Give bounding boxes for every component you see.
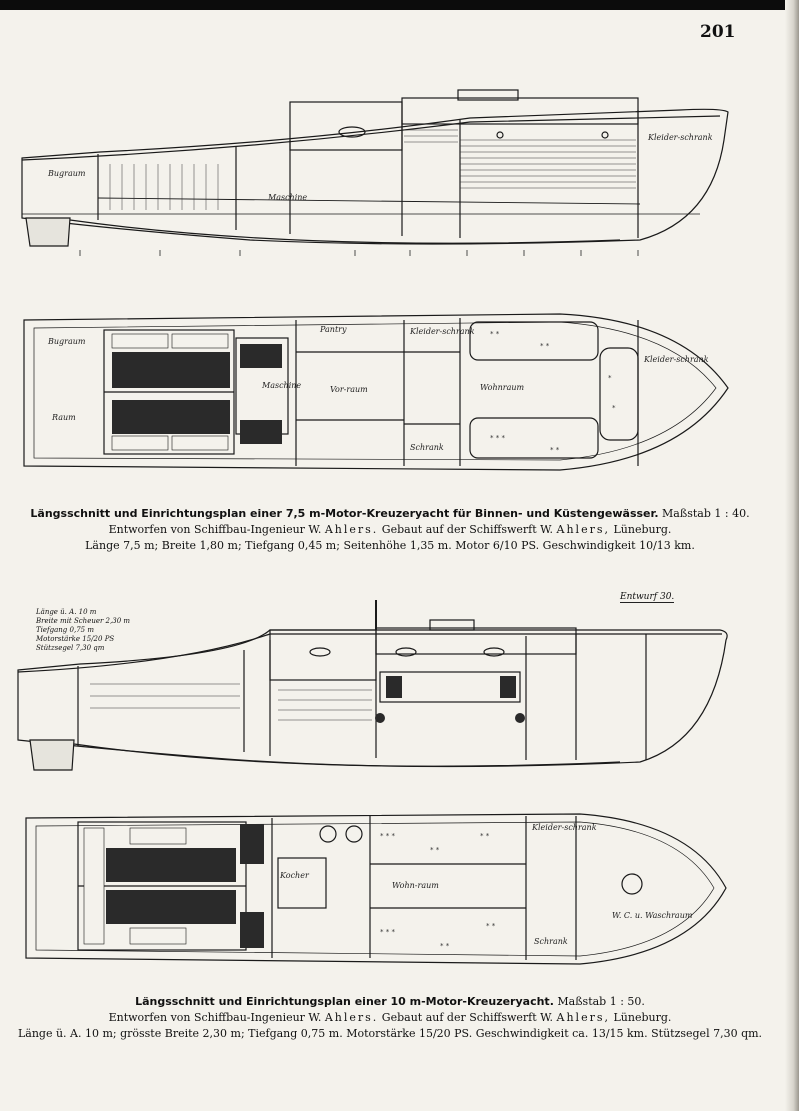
label-plan-raum: Raum xyxy=(52,413,76,422)
label-fig2-wohnraum: Wohn-raum xyxy=(392,881,439,890)
figure2-caption-builder-name: Ahlers, xyxy=(556,1011,610,1024)
figure1-caption-builder-name: Ahlers, xyxy=(556,523,610,536)
svg-text:*: * xyxy=(612,404,616,412)
label-kleider-bow: Kleider-schrank xyxy=(644,355,709,364)
label-plan-bugraum: Bugraum xyxy=(48,337,86,346)
label-plan-maschine: Maschine xyxy=(262,381,302,390)
label-fig2-schrank: Schrank xyxy=(534,937,568,946)
figure2-caption xyxy=(0,994,780,1042)
figure2-caption-builder: Gebaut auf der Schiffswerft W. xyxy=(381,1011,554,1024)
figure1-profile-drawing xyxy=(0,80,780,270)
figure2-stamp: Entwurf 30. xyxy=(620,592,675,602)
figure2-caption-designer-name: Ahlers. xyxy=(324,1011,379,1024)
spec-row: Stützsegel 7,30 qm xyxy=(36,644,105,652)
figure2-caption-place: Lüneburg. xyxy=(613,1011,672,1024)
spec-row: Motorstärke 15/20 PS xyxy=(36,635,115,643)
label-fig2-wc: W. C. u. Waschraum xyxy=(612,911,693,920)
figure2-plan-drawing xyxy=(0,808,780,983)
svg-text:* *: * * xyxy=(540,342,550,350)
label-bugraum: Bugraum xyxy=(48,169,86,178)
spec-row: Länge ü. A. 10 m xyxy=(36,608,97,616)
svg-text:* *: * * xyxy=(550,446,560,454)
figure1-caption-builder: Gebaut auf der Schiffswerft W. xyxy=(381,523,554,536)
label-kleider: Kleider-schrank xyxy=(648,133,713,142)
label-maschine: Maschine xyxy=(268,193,308,202)
figure2-caption-specs: Länge ü. A. 10 m; grösste Breite 2,30 m; Tiefgang 0,75 m. Motorstärke 15/20 PS. Geschwindigkeit ca. 13/15 km. Stützsegel 7,30 qm. xyxy=(17,1027,763,1040)
spec-row: Breite mit Scheuer 2,30 m xyxy=(36,617,131,625)
svg-text:* * *: * * * xyxy=(380,928,395,936)
figure2-caption-designer: Entworfen von Schiffbau-Ingenieur W. xyxy=(108,1011,322,1024)
figure2-caption-scale: Maßstab 1 : 50. xyxy=(557,995,645,1008)
svg-text:* *: * * xyxy=(480,832,490,840)
svg-text:* *: * * xyxy=(440,942,450,950)
figure1-caption-specs: Länge 7,5 m; Breite 1,80 m; Tiefgang 0,45 m; Seitenhöhe 1,35 m. Motor 6/10 PS. Geschwindigkeit 10/13 km. xyxy=(85,539,695,552)
figure1-caption-title: Längsschnitt und Einrichtungsplan einer 7,5 m-Motor-Kreuzeryacht für Binnen- und Küstengewässer. xyxy=(30,507,659,520)
label-vorraum: Vor-raum xyxy=(330,385,368,394)
figure1-caption-scale: Maßstab 1 : 40. xyxy=(662,507,750,520)
label-kleider-plan: Kleider-schrank xyxy=(410,327,475,336)
svg-text:*: * xyxy=(608,374,612,382)
spec-row: Tiefgang 0,75 m xyxy=(36,626,94,634)
figure1-caption xyxy=(0,506,780,554)
svg-text:* *: * * xyxy=(490,330,500,338)
figure1-caption-designer: Entworfen von Schiffbau-Ingenieur W. xyxy=(108,523,322,536)
figure1-caption-designer-name: Ahlers. xyxy=(324,523,379,536)
svg-text:* * *: * * * xyxy=(380,832,395,840)
figure2-caption-title: Längsschnitt und Einrichtungsplan einer 10 m-Motor-Kreuzeryacht. xyxy=(135,995,554,1008)
figure1-caption-place: Lüneburg. xyxy=(613,523,672,536)
svg-text:* *: * * xyxy=(486,922,496,930)
scan-right-edge xyxy=(785,0,799,1111)
svg-text:* * *: * * * xyxy=(490,434,505,442)
svg-text:* *: * * xyxy=(430,846,440,854)
label-fig2-kocher: Kocher xyxy=(280,871,309,880)
label-schrank-plan: Schrank xyxy=(410,443,444,452)
label-fig2-kleider: Kleider-schrank xyxy=(532,823,597,832)
label-pantry: Pantry xyxy=(320,325,347,334)
scan-top-edge xyxy=(0,0,799,10)
label-wohnraum: Wohnraum xyxy=(480,383,525,392)
page-number: 201 xyxy=(700,22,736,42)
figure2-profile-drawing xyxy=(0,600,780,790)
figure1-plan-drawing xyxy=(0,300,780,500)
